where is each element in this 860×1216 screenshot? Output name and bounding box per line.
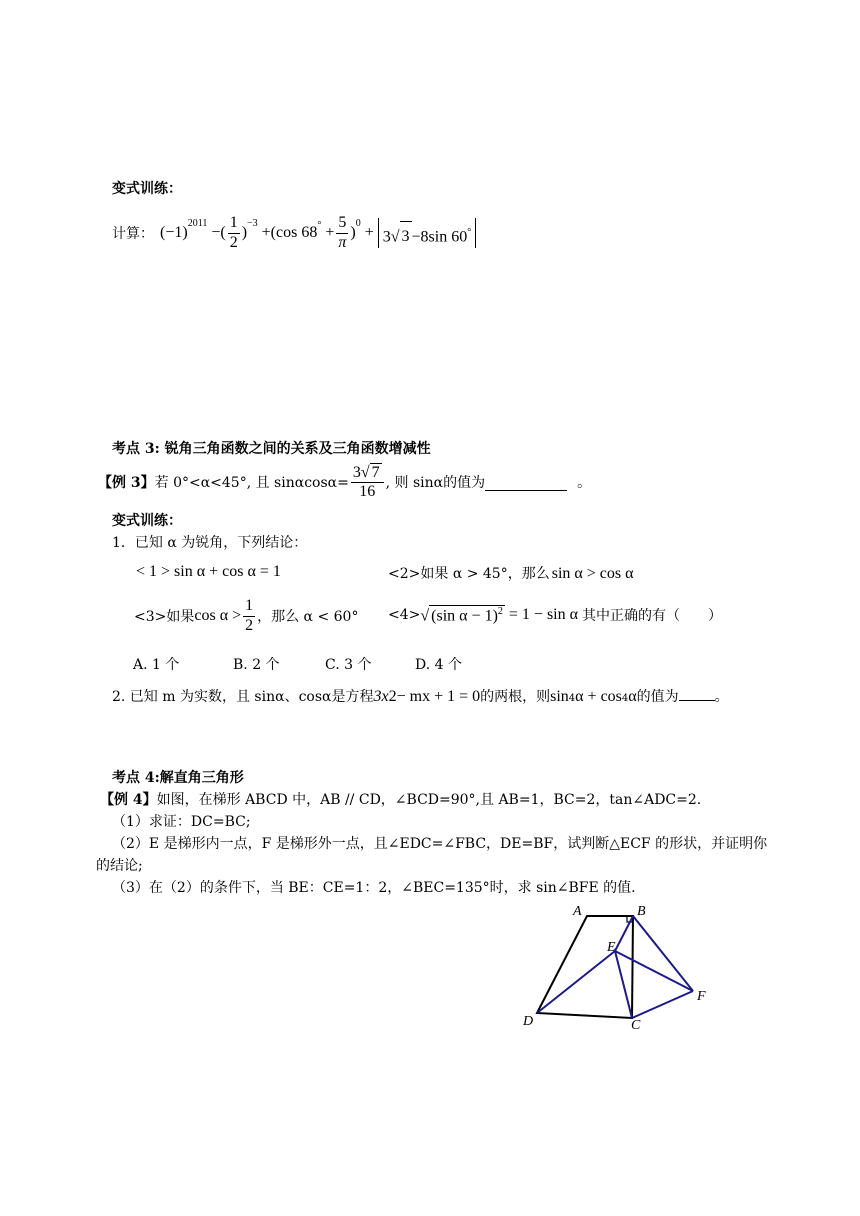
variant-heading-2: 变式训练： [112, 513, 182, 529]
absolute-value: 3√ 3 −8sin 60° [378, 218, 476, 248]
part2-line1: （2）E 是梯形内一点，F 是梯形外一点，且∠EDC=∠FBC，DE=BF，试判断△ECF 的形状，并证明你 [112, 836, 768, 852]
label-d: D [523, 1014, 534, 1029]
label-c: C [631, 1018, 641, 1033]
statement-1: < 1 > sin α + cos α = 1 [136, 563, 281, 580]
example3-label: 【例 3】 [98, 475, 155, 491]
option-c[interactable]: C. 3 个 [325, 657, 372, 673]
line-ef [615, 951, 693, 991]
statement-2: <2>如果 α > 45°，那么 sin α > cos α [388, 565, 634, 582]
label-e: E [607, 940, 616, 955]
line-bf [633, 916, 693, 991]
half-fraction: $\frac{1}{2}$ [229, 214, 238, 251]
label-f: F [697, 989, 706, 1004]
topic4-title: 考点 4:解直角三角形 [112, 770, 244, 786]
calc-expression: 计算： (−1) $^{2011}$ −( $\frac{1}{2}$ ) $^{-3}$ +(cos 68 ° + $\frac{5}{\pi}$ ) $^0$ + 3√ 3 −8sin 60° [112, 210, 476, 256]
line-eb [615, 916, 633, 951]
question2: 2. 已知 m 为实数，且 sinα、cosα是方程 3x 2 − mx + 1 = 0 的两根，则 sin 4 α + cos 4 α 的值为 。 [112, 688, 729, 705]
line-cf [632, 991, 693, 1018]
variant-heading-1: 变式训练： [112, 181, 182, 197]
line-ec [615, 951, 632, 1018]
option-a[interactable]: A. 1 个 [133, 657, 180, 673]
answer-blank-3[interactable] [485, 474, 567, 491]
label-a: A [573, 904, 582, 919]
statement-3: <3>如果 cos α > $\frac{1}{2}$ ，那么 α < 60° [134, 597, 359, 634]
five-over-pi-fraction: $\frac{5}{\pi}$ [338, 214, 347, 251]
part2-line2: 的结论; [96, 858, 143, 874]
example3-fraction: $\frac{3√ 7}{16}$ [351, 463, 384, 502]
option-b[interactable]: B. 2 个 [233, 657, 280, 673]
question1-stem: 1．已知 α 为锐角，下列结论： [112, 535, 308, 551]
option-d[interactable]: D. 4 个 [415, 657, 462, 673]
example4-label: 【例 4】 [100, 792, 157, 808]
label-b: B [637, 904, 646, 919]
example4: 【例 4】如图，在梯形 ABCD 中，AB // CD，∠BCD=90°,且 AB=1，BC=2，tan∠ADC=2. [100, 792, 702, 808]
trapezoid-figure [515, 903, 715, 1033]
example3: 【例 3】 若 0°<α<45°, 且 sinαcosα= $\frac{3√ 7}{16}$ , 则 sinα的值为 。 [98, 463, 592, 500]
answer-blank-q2[interactable] [679, 686, 715, 701]
part1: （1）求证：DC=BC; [112, 814, 251, 830]
statement-4: <4> √ (sin α − 1)$^2$ = 1 − sin α 其中正确的有（ ） [388, 605, 722, 625]
calc-label: 计算： [112, 226, 154, 242]
line-de [537, 951, 615, 1013]
part3: （3）在（2）的条件下，当 BE：CE=1：2，∠BEC=135°时，求 sin∠BFE 的值. [112, 880, 636, 896]
topic3-title: 考点 3: 锐角三角函数之间的关系及三角函数增减性 [112, 441, 431, 457]
